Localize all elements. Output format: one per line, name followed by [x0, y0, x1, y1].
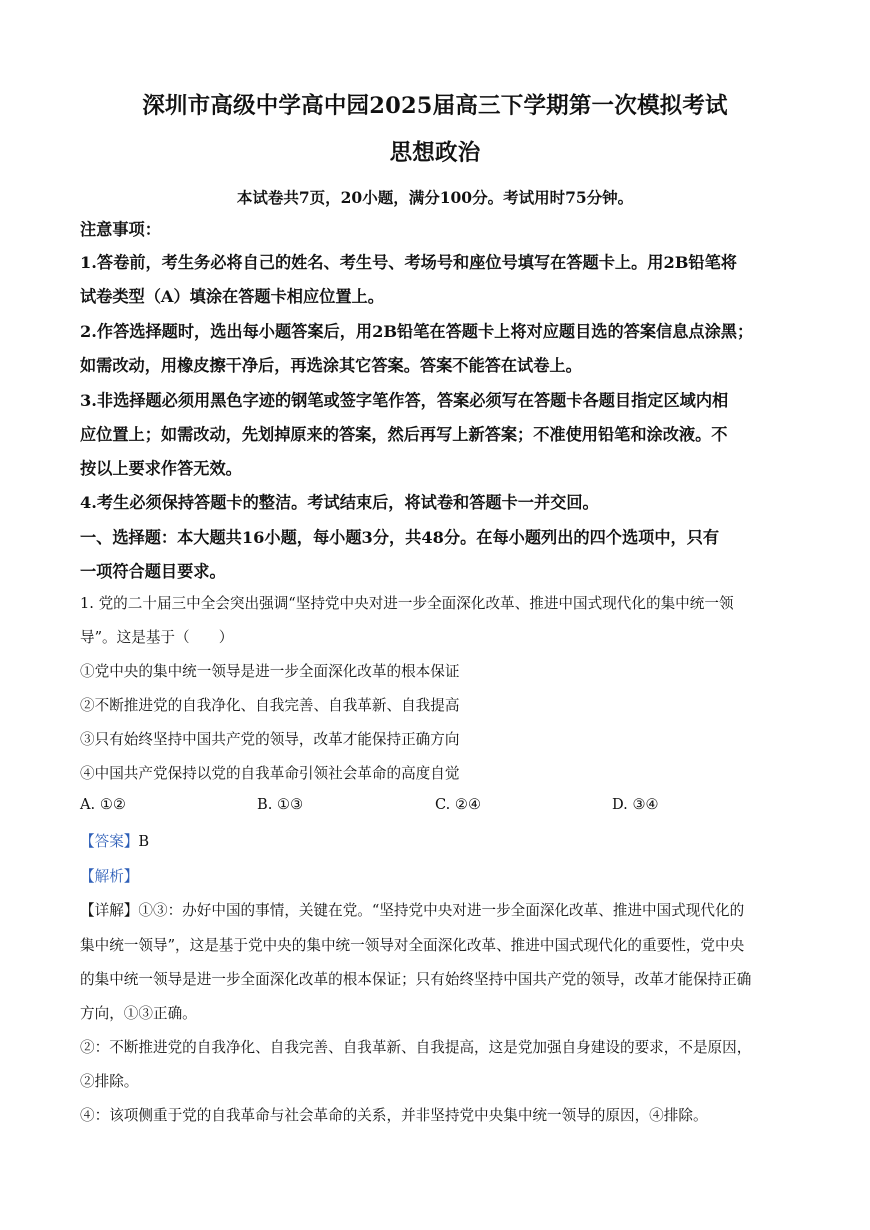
note-4: 4.考生必须保持答题卡的整洁。考试结束后，将试卷和答题卡一并交回。: [80, 493, 599, 512]
section-heading-line-2: 一项符合题目要求。: [80, 562, 226, 581]
answer-value: B: [138, 833, 150, 850]
detail-line-3: 的集中统一领导是进一步全面深化改革的根本保证；只有始终坚持中国共产党的领导，改革才能保持正确: [80, 971, 752, 988]
option-d: D. ③④: [612, 796, 659, 813]
statement-2: ②不断推进党的自我净化、自我完善、自我革新、自我提高: [80, 697, 460, 714]
note-3-line-1: 3.非选择题必须用黑色字迹的钢笔或签字笔作答，答案必须写在答题卡各题目指定区域内相: [80, 391, 729, 410]
exam-info: 本试卷共7页，20小题，满分100分。考试用时75分钟。: [236, 188, 634, 207]
question-stem-line-2: 导”。这是基于（ ）: [80, 629, 234, 646]
note-3-line-2: 应位置上；如需改动，先划掉原来的答案，然后再写上新答案；不准使用铅笔和涂改液。不: [80, 425, 728, 444]
detail-line-2: 集中统一领导”，这是基于党中央的集中统一领导对全面深化改革、推进中国式现代化的重要性，党中央: [80, 937, 745, 954]
note-3-line-3: 按以上要求作答无效。: [80, 459, 242, 478]
statement-4: ④中国共产党保持以党的自我革命引领社会革命的高度自觉: [80, 765, 460, 782]
detail-line-5: ②：不断推进党的自我净化、自我完善、自我革新、自我提高，这是党加强自身建设的要求，不是原因，: [80, 1039, 752, 1056]
answer-line: [80, 830, 149, 851]
note-2-line-2: 如需改动，用橡皮擦干净后，再选涂其它答案。答案不能答在试卷上。: [80, 356, 582, 375]
analysis-tag: 【解析】: [80, 868, 139, 885]
exam-title: 深圳市高级中学高中园2025届高三下学期第一次模拟考试: [142, 93, 728, 119]
note-2-line-1: 2.作答选择题时，选出每小题答案后，用2B铅笔在答题卡上将对应题目选的答案信息点涂黑；: [80, 322, 754, 341]
detail-line-4: 方向，①③正确。: [80, 1005, 197, 1022]
note-1-line-1: 1.答卷前，考生务必将自己的姓名、考生号、考场号和座位号填写在答题卡上。用2B铅笔将: [80, 253, 737, 272]
subject-title: 思想政治: [389, 140, 481, 166]
statement-3: ③只有始终坚持中国共产党的领导，改革才能保持正确方向: [80, 731, 460, 748]
answer-tag: 【答案】: [80, 833, 139, 850]
detail-line-6: ②排除。: [80, 1073, 139, 1090]
detail-line-1: 【详解】①③：办好中国的事情，关键在党。“坚持党中央对进一步全面深化改革、推进中国式现代化的: [80, 902, 745, 919]
option-b: B. ①③: [257, 796, 304, 813]
note-1-line-2: 试卷类型（A）填涂在答题卡相应位置上。: [80, 287, 384, 306]
option-c: C. ②④: [435, 796, 482, 813]
section-heading-line-1: 一、选择题：本大题共16小题，每小题3分，共48分。在每小题列出的四个选项中，只有: [80, 528, 720, 547]
detail-line-7: ④：该项侧重于党的自我革命与社会革命的关系，并非坚持党中央集中统一领导的原因，④排除。: [80, 1107, 708, 1124]
question-stem-line-1: 1. 党的二十届三中全会突出强调“坚持党中央对进一步全面深化改革、推进中国式现代化的集中统一领: [80, 595, 734, 612]
option-a: A. ①②: [80, 796, 126, 813]
notes-heading: 注意事项：: [80, 220, 161, 239]
statement-1: ①党中央的集中统一领导是进一步全面深化改革的根本保证: [80, 663, 460, 680]
